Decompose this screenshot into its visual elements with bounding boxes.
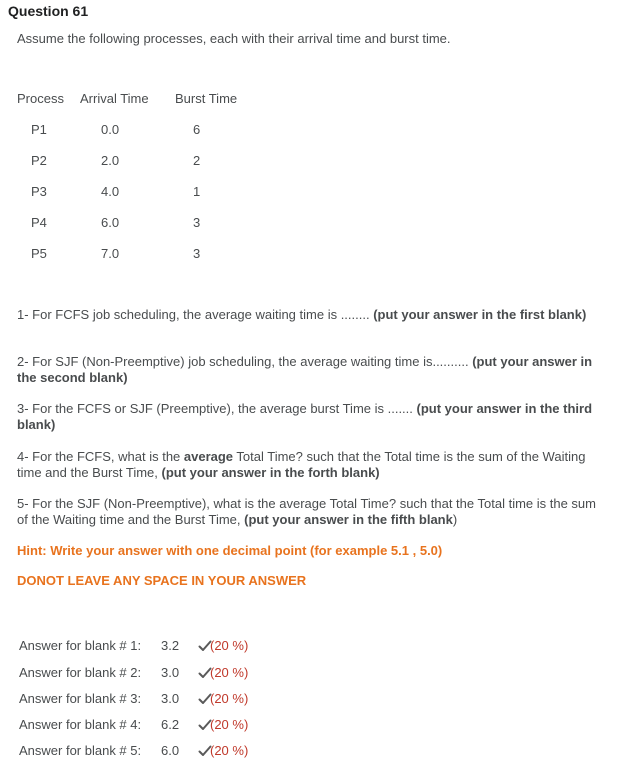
question-1-text: 1- For FCFS job scheduling, the average waiting time is ........ — [17, 307, 374, 322]
no-space-warning: DONOT LEAVE ANY SPACE IN YOUR ANSWER — [17, 573, 307, 588]
question-4-middle: Total Time? such that the Total time is the sum of the Waiting time and the Burst Time, — [17, 449, 586, 480]
table-row — [17, 153, 317, 169]
header-arrival-time: Arrival Time — [80, 91, 149, 106]
answer-value: 3.0 — [161, 665, 180, 680]
cell-arrival: 6.0 — [101, 215, 120, 230]
cell-process: P2 — [31, 153, 47, 168]
cell-arrival: 4.0 — [101, 184, 120, 199]
answer-value: 3.2 — [161, 638, 180, 653]
question-3-instruction: (put your answer in the third blank) — [17, 401, 593, 432]
question-1 — [17, 307, 602, 323]
question-4-prefix: 4- For the FCFS, what is the — [17, 449, 184, 464]
cell-process: P3 — [31, 184, 47, 199]
answer-value: 6.2 — [161, 717, 180, 732]
table-row — [17, 184, 317, 200]
cell-burst: 6 — [193, 122, 201, 137]
answer-score: (20 %) — [210, 665, 249, 680]
cell-process: P4 — [31, 215, 47, 230]
answer-value: 6.0 — [161, 743, 180, 758]
question-3 — [17, 401, 602, 433]
question-title: Question 61 — [8, 3, 89, 19]
cell-process: P1 — [31, 122, 47, 137]
question-2-instruction: (put your answer in the second blank) — [17, 354, 593, 385]
answer-score: (20 %) — [210, 717, 249, 732]
answer-score: (20 %) — [210, 638, 249, 653]
cell-process: P5 — [31, 246, 47, 261]
answer-label: Answer for blank # 3: — [19, 691, 142, 706]
question-4-emphasis: average — [183, 449, 234, 464]
question-4 — [17, 449, 602, 481]
answer-score: (20 %) — [210, 691, 249, 706]
cell-burst: 1 — [193, 184, 201, 199]
question-intro: Assume the following processes, each with their arrival time and burst time. — [17, 31, 451, 46]
answer-label: Answer for blank # 2: — [19, 665, 142, 680]
answer-score: (20 %) — [210, 743, 249, 758]
question-5 — [17, 496, 602, 528]
cell-burst: 3 — [193, 246, 201, 261]
table-row — [17, 215, 317, 231]
cell-arrival: 2.0 — [101, 153, 120, 168]
table-row — [17, 246, 317, 262]
cell-arrival: 0.0 — [101, 122, 120, 137]
question-5-prefix: 5- For the SJF (Non-Preemptive), what is the average Total Time? such that the Total time is the sum of the Waiting time and the Burst Time, — [17, 496, 596, 527]
answer-label: Answer for blank # 5: — [19, 743, 142, 758]
hint-text: Hint: Write your answer with one decimal point (for example 5.1 , 5.0) — [17, 543, 443, 558]
cell-burst: 3 — [193, 215, 201, 230]
header-burst-time: Burst Time — [175, 91, 238, 106]
table-row — [17, 122, 317, 138]
question-2-text: 2- For SJF (Non-Preemptive) job scheduling, the average waiting time is.......... — [17, 354, 473, 369]
cell-burst: 2 — [193, 153, 201, 168]
question-3-text: 3- For the FCFS or SJF (Preemptive), the average burst Time is ....... — [17, 401, 417, 416]
question-1-instruction: (put your answer in the first blank) — [373, 307, 587, 322]
answer-label: Answer for blank # 1: — [19, 638, 142, 653]
header-process: Process — [17, 91, 64, 106]
answer-label: Answer for blank # 4: — [19, 717, 142, 732]
question-4-instruction: (put your answer in the forth blank) — [161, 465, 380, 480]
question-5-close-paren: ) — [452, 512, 458, 527]
answer-value: 3.0 — [161, 691, 180, 706]
question-5-instruction: (put your answer in the fifth blank — [244, 512, 453, 527]
cell-arrival: 7.0 — [101, 246, 120, 261]
question-2 — [17, 354, 602, 386]
